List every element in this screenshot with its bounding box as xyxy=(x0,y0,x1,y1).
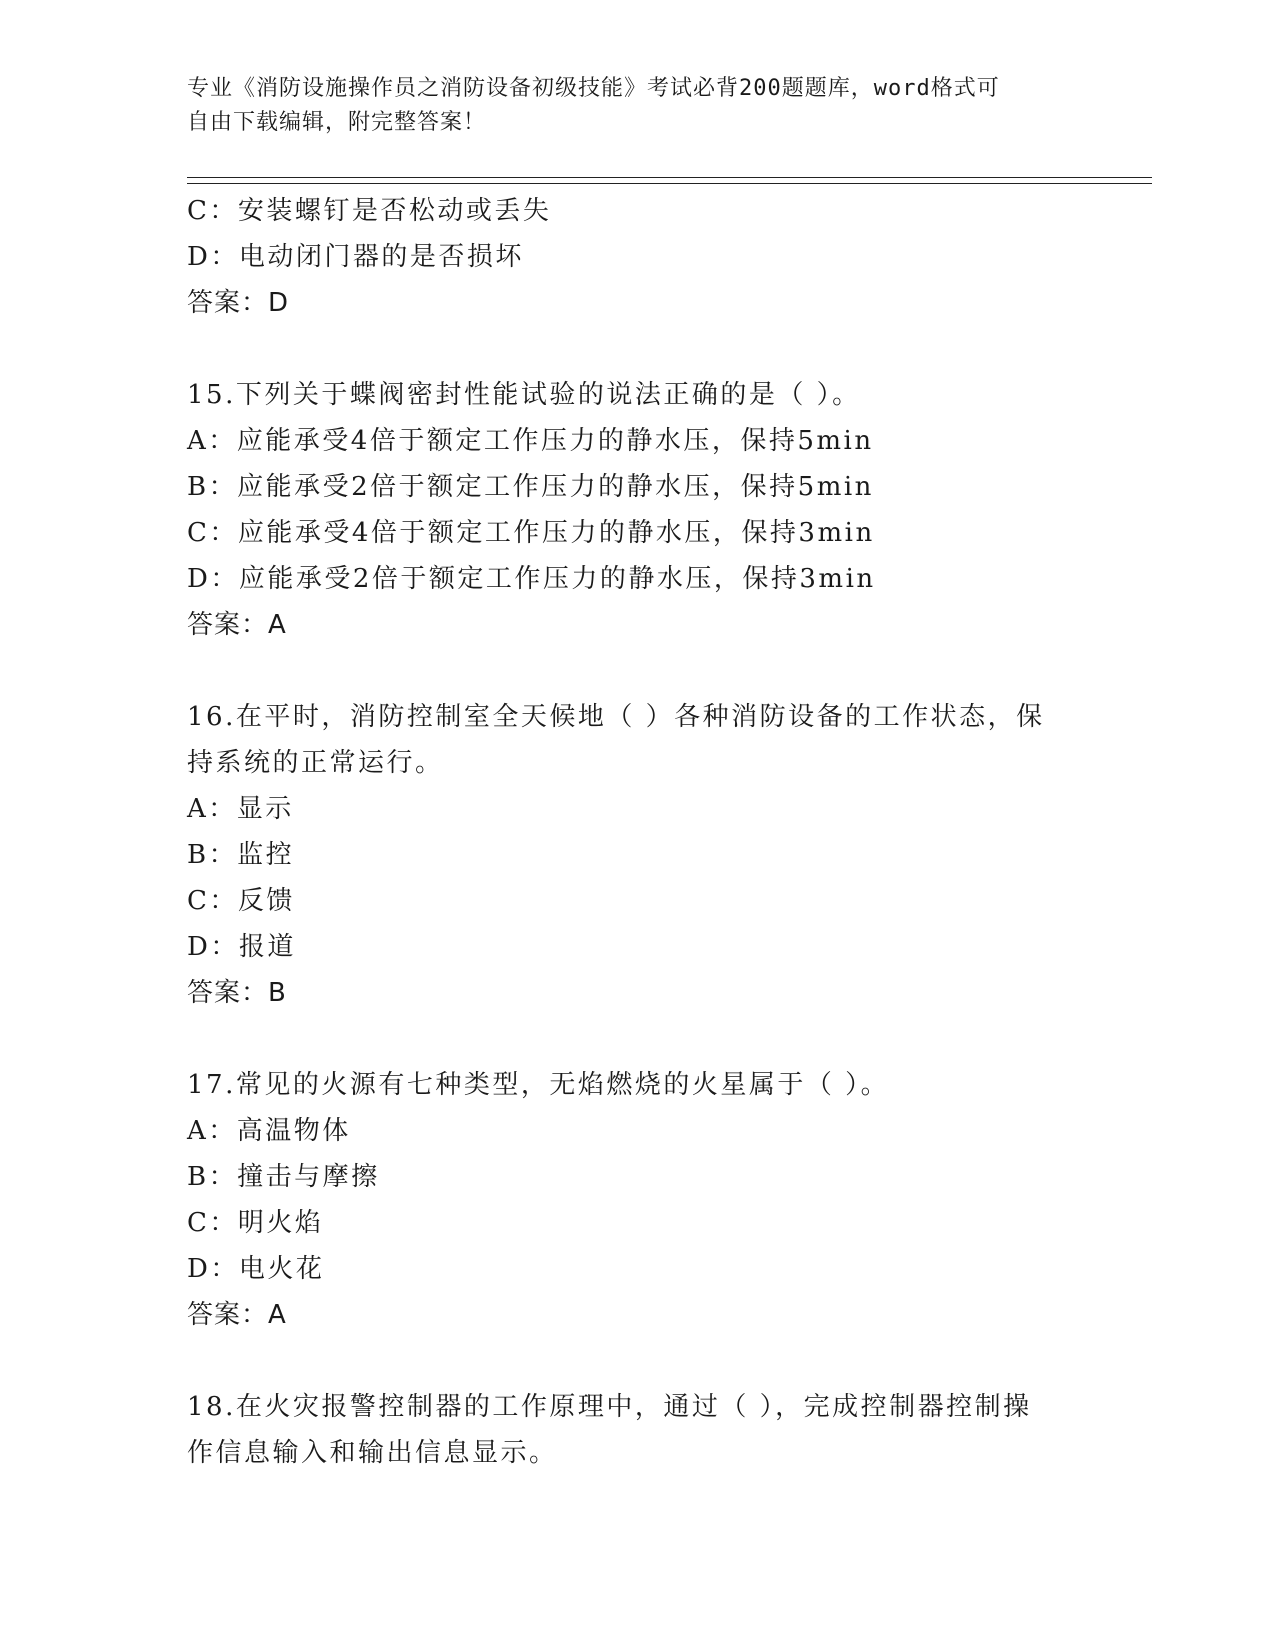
spacer xyxy=(187,1338,1087,1384)
option-c: C：应能承受4倍于额定工作压力的静水压，保持3min xyxy=(187,518,875,548)
question-text-line-1: 16.在平时，消防控制室全天候地（ ）各种消防设备的工作状态，保 xyxy=(187,702,1045,732)
spacer xyxy=(187,326,1087,372)
option-c: C：明火焰 xyxy=(187,1208,324,1238)
option-d: D：应能承受2倍于额定工作压力的静水压，保持3min xyxy=(187,564,876,594)
question-text-line-2: 作信息输入和输出信息显示。 xyxy=(187,1438,558,1468)
answer-line: 答案：A xyxy=(187,1300,287,1330)
header-title-line-1: 专业《消防设施操作员之消防设备初级技能》考试必背200题题库，word格式可 xyxy=(187,76,1000,101)
option-b: B：应能承受2倍于额定工作压力的静水压，保持5min xyxy=(187,472,874,502)
answer-line: 答案：A xyxy=(187,610,287,640)
question-16 xyxy=(187,694,1087,1016)
question-14-tail xyxy=(187,188,1087,326)
question-18 xyxy=(187,1384,1087,1476)
spacer xyxy=(187,648,1087,694)
option-d: D：电动闭门器的是否损坏 xyxy=(187,242,524,272)
header-divider-bottom xyxy=(187,183,1152,184)
question-17 xyxy=(187,1062,1087,1338)
option-d: D：电火花 xyxy=(187,1254,325,1284)
header-divider-top xyxy=(187,177,1152,178)
option-a: A：高温物体 xyxy=(187,1116,351,1146)
spacer xyxy=(187,1016,1087,1062)
question-text: 15.下列关于蝶阀密封性能试验的说法正确的是（ ）。 xyxy=(187,380,861,410)
answer-line: 答案：B xyxy=(187,978,287,1008)
question-text: 17.常见的火源有七种类型，无焰燃烧的火星属于（ ）。 xyxy=(187,1070,890,1100)
answer-line: 答案：D xyxy=(187,288,290,318)
option-d: D：报道 xyxy=(187,932,296,962)
option-a: A：显示 xyxy=(187,794,294,824)
option-c: C：安装螺钉是否松动或丢失 xyxy=(187,196,552,226)
question-text-line-2: 持系统的正常运行。 xyxy=(187,748,444,778)
option-b: B：撞击与摩擦 xyxy=(187,1162,380,1192)
option-c: C：反馈 xyxy=(187,886,295,916)
option-a: A：应能承受4倍于额定工作压力的静水压，保持5min xyxy=(187,426,874,456)
header-title-line-2: 自由下载编辑，附完整答案！ xyxy=(187,110,487,135)
question-text-line-1: 18.在火灾报警控制器的工作原理中，通过（ ），完成控制器控制操 xyxy=(187,1392,1032,1422)
question-15 xyxy=(187,372,1087,648)
option-b: B：监控 xyxy=(187,840,295,870)
question-list xyxy=(187,188,1087,1476)
document-header xyxy=(187,72,1087,140)
